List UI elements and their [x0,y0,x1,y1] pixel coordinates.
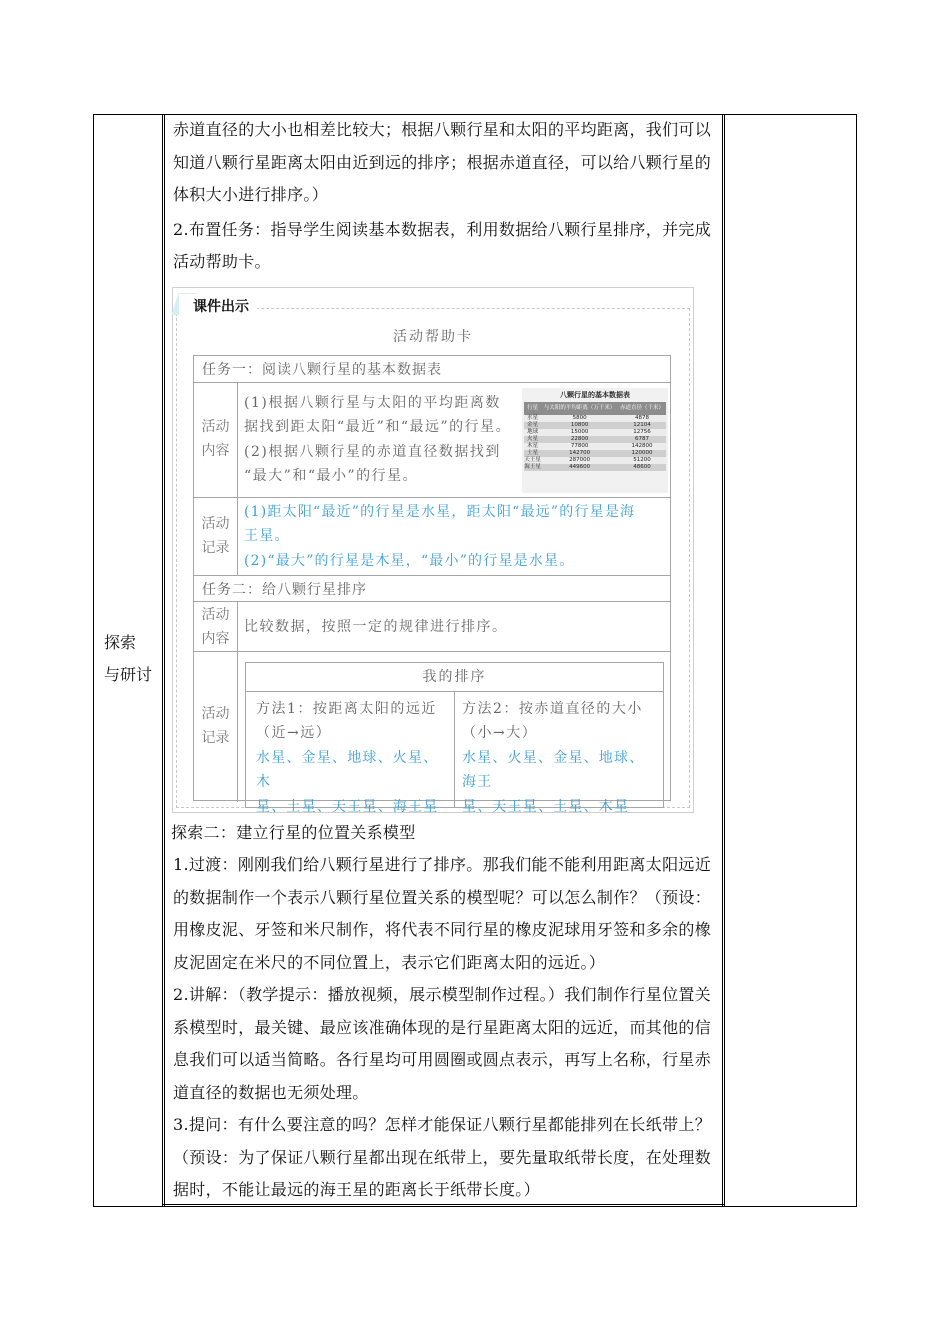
card-title: 活动帮助卡 [393,328,473,345]
method2: 方法2：按赤道直径的大小 （小→大） 水星、火星、金星、地球、海王 星、天王星、土星、木星 [462,700,645,815]
table-row: 木星 77800 142800 [524,443,666,450]
task2-content-row [194,601,670,652]
task1-content: (1)根据八颗行星与太阳的平均距离数 据找到距太阳“最近”和“最远”的行星。 (2)根据八颗行星的赤道直径数据找到 “最大”和“最小”的行星。 [244,394,512,484]
lesson-table [93,114,857,1207]
row-label: 活动 记录 [201,705,230,746]
method1: 方法1：按距离太阳的远近 （近→远） 水星、金星、地球、火星、木 星、土星、天王星、海王星 [256,700,439,815]
paragraph: 2.讲解：（教学提示：播放视频，展示模型制作过程。）我们制作行星位置关系模型时，最关键、最应该准确体现的是行星距离太阳的远近，而其他的信息我们可以适当简略。各行星均可用圆圈或圆点表示，再写上名称，行星赤道直径的数据也无须处理。 [173,985,711,1102]
table-row: 水星 5800 4878 [524,415,666,422]
task1-record-row [194,497,670,576]
paragraph: 2.布置任务：指导学生阅读基本数据表，利用数据给八颗行星排序，并完成活动帮助卡。 [173,219,711,271]
courseware-tag: 课件出示 [179,294,257,318]
task1-heading: 任务一：阅读八颗行星的基本数据表 [202,361,442,378]
task1-record: (1)距太阳“最近”的行星是水星，距太阳“最远”的行星是海 王星。 (2)“最大”的行星是木星，“最小”的行星是水星。 [244,503,636,569]
section-label: 探索 与研讨 [104,633,153,684]
paragraph: 1.过渡：刚刚我们给八颗行星进行了排序。那我们能不能利用距离太阳远近的数据制作一个表示八颗行星位置关系的模型呢？可以怎么制作？（预设：用橡皮泥、牙签和米尺制作，将代表不同行星的橡皮泥球用牙签和多余的橡皮泥固定在米尺的不同位置上，表示它们距离太阳的远近。） [173,855,711,972]
courseware-figure [172,287,694,813]
task2-record-row [194,651,670,815]
paragraph: 3.提问：有什么要注意的吗？怎样才能保证八颗行星都能排列在长纸带上？（预设：为了保证八颗行星都出现在纸带上，要先量取纸带长度，在处理数据时，不能让最远的海王星的距离长于纸带长度。） [173,1115,711,1199]
task2-content: 比较数据，按照一定的规律进行排序。 [244,618,508,635]
row-label: 活动 内容 [201,606,230,647]
activity-card [193,355,671,815]
sort-title: 我的排序 [246,663,663,692]
row-label: 活动 内容 [201,418,230,459]
table-row: 地球 15000 12756 [524,429,666,436]
row-label: 活动 记录 [201,515,230,556]
content-cell [173,115,711,1207]
task2-heading: 任务二：给八颗行星排序 [202,581,367,598]
task1-content-row [194,382,670,498]
table-row: 海王星 449600 48600 [524,464,666,471]
section-heading: 探索二：建立行星的位置关系模型 [171,822,416,842]
table-row: 火星 22800 6787 [524,436,666,443]
table-row: 天王星 287000 51200 [524,457,666,464]
sort-box [245,662,664,815]
planet-data-table: 八颗行星的基本数据表 行星 与太阳的平均距离（万千米） 赤道直径（千米） 水星 5800 4878 金星 10800 12104 地球 15000 12756 火星 22800 6787 木星 77800 142800 土星 142700 120000 天王星 287000 51200 海王星 449600 48600 [522,388,668,493]
paragraph: 赤道直径的大小也相差比较大；根据八颗行星和太阳的平均距离，我们可以知道八颗行星距离太阳由近到远的排序；根据赤道直径，可以给八颗行星的体积大小进行排序。） [173,120,711,204]
table-row: 土星 142700 120000 [524,450,666,457]
table-row: 金星 10800 12104 [524,422,666,429]
